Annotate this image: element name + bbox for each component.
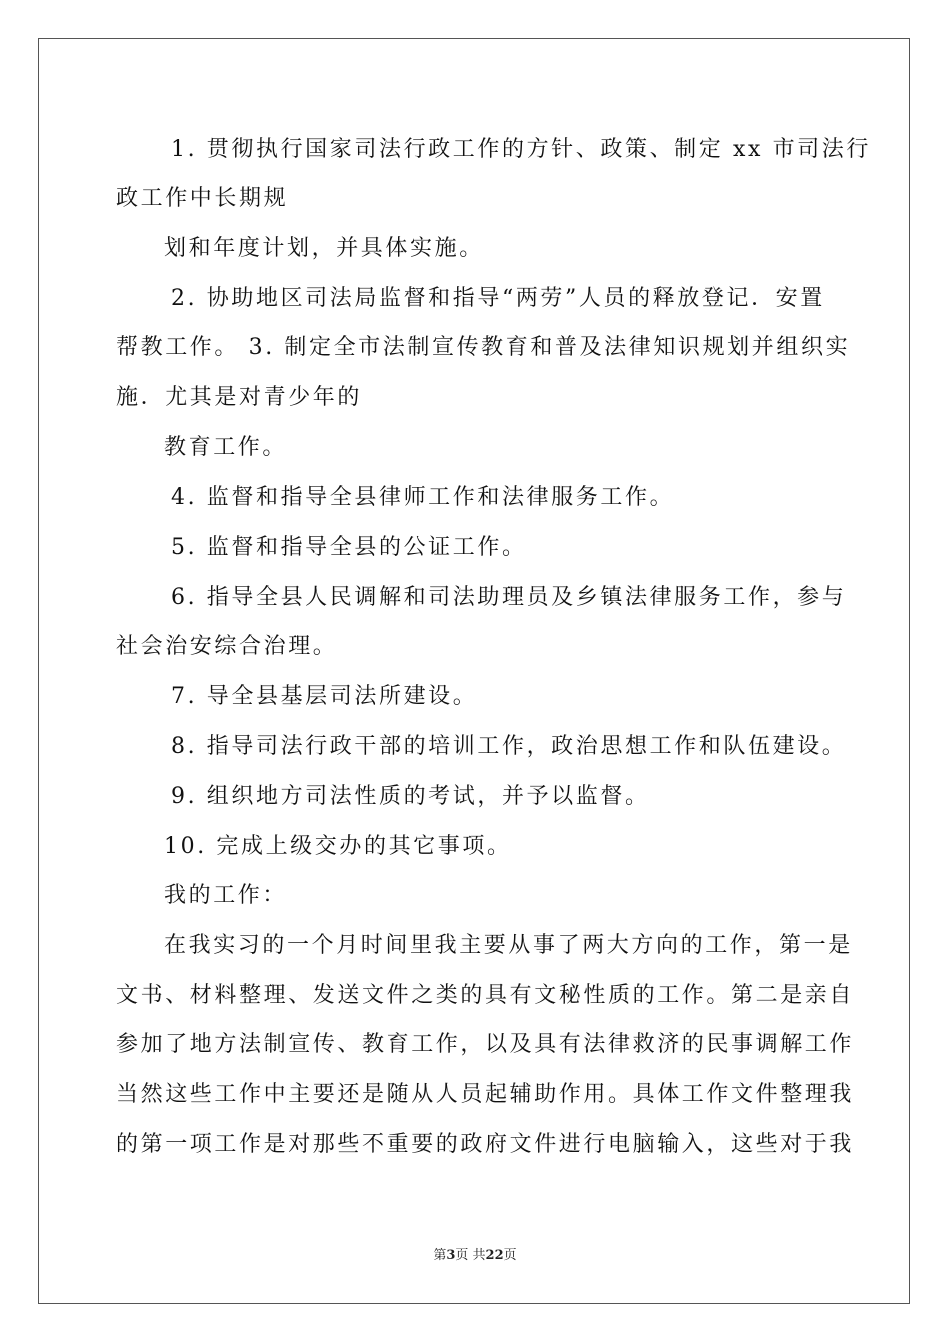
current-page-number: 3 bbox=[446, 1248, 456, 1263]
text-line: 在我实习的一个月时间里我主要从事了两大方向的工作，第一是 bbox=[164, 933, 853, 958]
page-border bbox=[38, 38, 910, 1304]
text-line: 我的工作： bbox=[164, 883, 288, 908]
text-line: 9. 组织地方司法性质的考试，并予以监督。 bbox=[171, 784, 650, 809]
text-line: 帮教工作。 3. 制定全市法制宣传教育和普及法律知识规划并组织实 bbox=[116, 335, 851, 360]
text-line: 教育工作。 bbox=[164, 435, 288, 460]
text-line: 划和年度计划，并具体实施。 bbox=[164, 236, 484, 261]
page-prefix: 第 bbox=[433, 1248, 447, 1263]
text-line: 1. 贯彻执行国家司法行政工作的方针、政策、制定 xx 市司法行 bbox=[171, 137, 871, 162]
page-middle: 页 共 bbox=[455, 1248, 486, 1263]
text-line: 8. 指导司法行政干部的培训工作，政治思想工作和队伍建设。 bbox=[171, 734, 847, 759]
text-line: 5. 监督和指导全县的公证工作。 bbox=[171, 535, 527, 560]
text-line: 文书、材料整理、发送文件之类的具有文秘性质的工作。第二是亲自 bbox=[116, 983, 855, 1008]
text-line: 6. 指导全县人民调解和司法助理员及乡镇法律服务工作，参与 bbox=[171, 585, 847, 610]
text-line: 4. 监督和指导全县律师工作和法律服务工作。 bbox=[171, 485, 675, 510]
text-line: 7. 导全县基层司法所建设。 bbox=[171, 684, 478, 709]
total-page-count: 22 bbox=[485, 1248, 504, 1263]
text-line: 的第一项工作是对那些不重要的政府文件进行电脑输入，这些对于我 bbox=[116, 1132, 855, 1157]
text-line: 施．尤其是对青少年的 bbox=[116, 385, 363, 410]
page-footer bbox=[0, 1248, 950, 1264]
text-line: 政工作中长期规 bbox=[116, 186, 289, 211]
text-line: 参加了地方法制宣传、教育工作，以及具有法律救济的民事调解工作 bbox=[116, 1032, 855, 1057]
text-line: 10. 完成上级交办的其它事项。 bbox=[164, 834, 512, 859]
text-line: 2. 协助地区司法局监督和指导“两劳”人员的释放登记．安置 bbox=[171, 286, 825, 311]
text-line: 社会治安综合治理。 bbox=[116, 634, 338, 659]
text-line: 当然这些工作中主要还是随从人员起辅助作用。具体工作文件整理我 bbox=[116, 1082, 855, 1107]
page-suffix: 页 bbox=[503, 1248, 517, 1263]
